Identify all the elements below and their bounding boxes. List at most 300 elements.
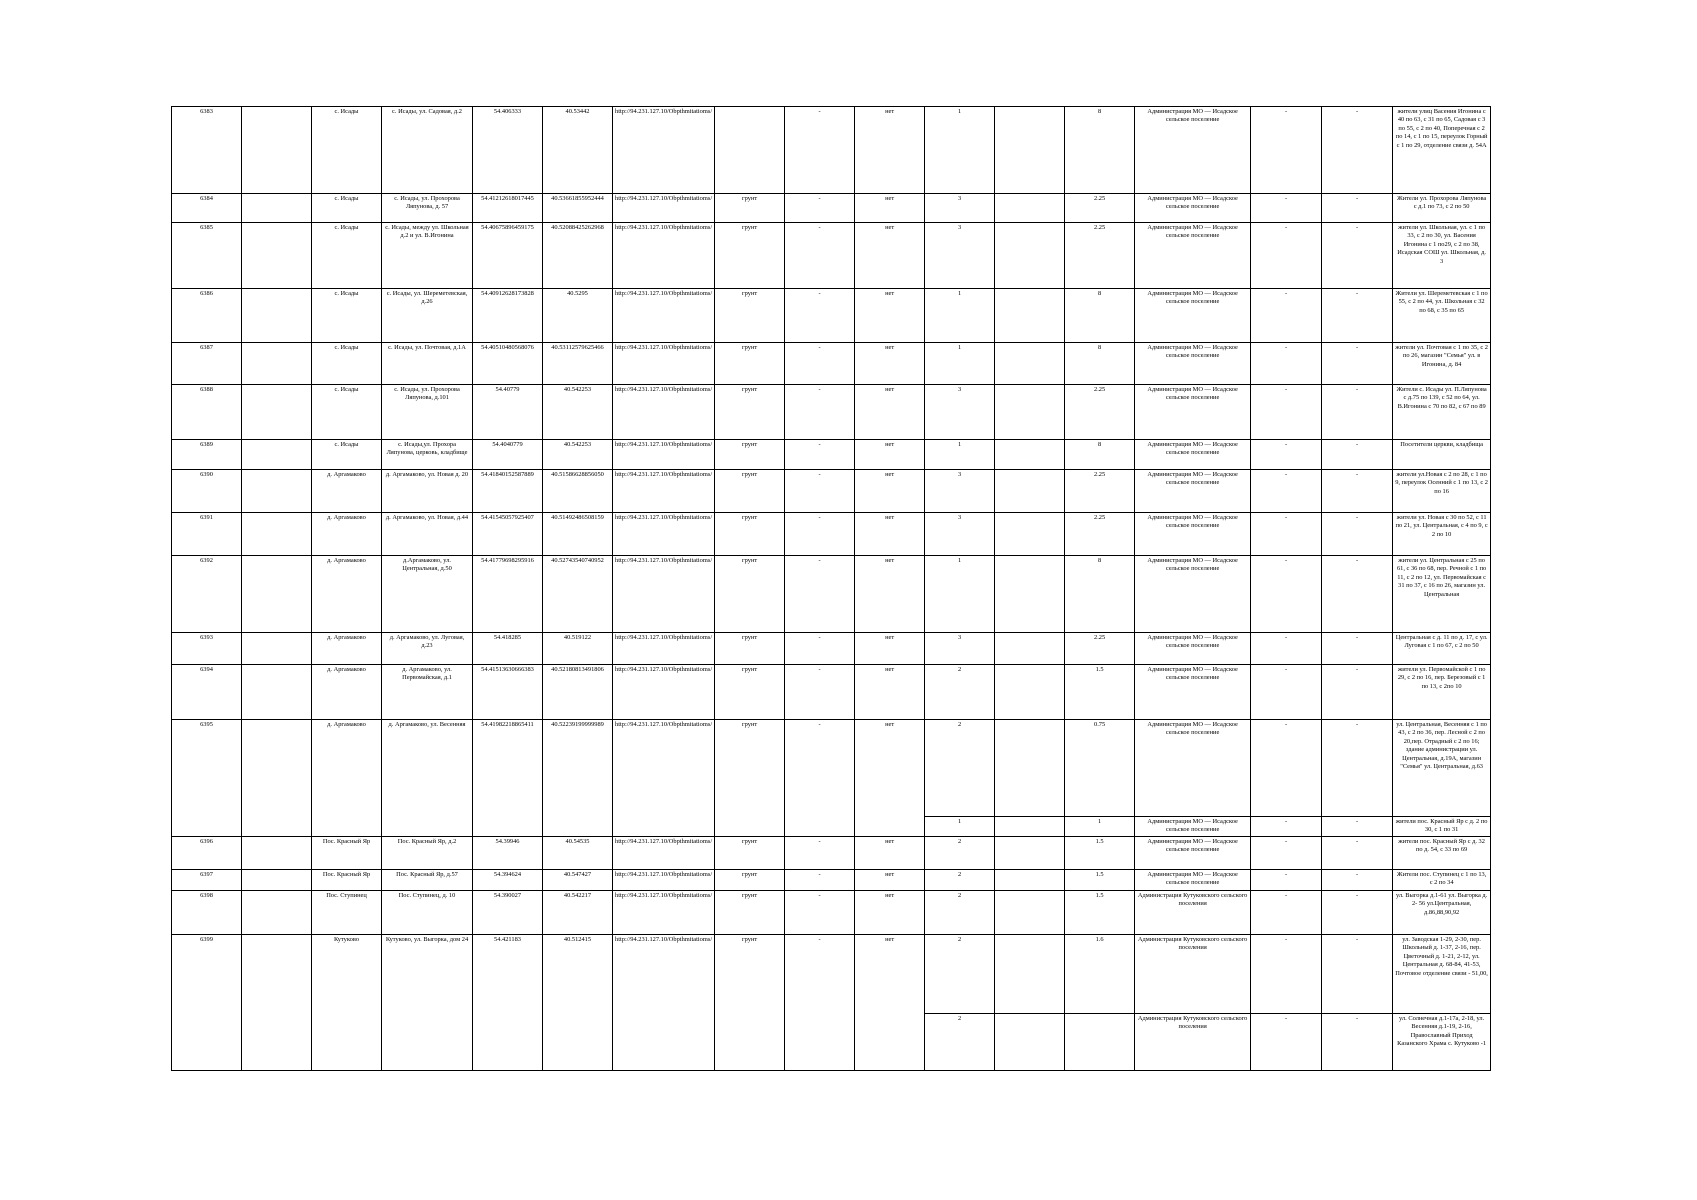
- cell-fence: нет: [855, 870, 925, 891]
- cell-owner: Администрация МО — Исадское сельское поселение: [1135, 665, 1251, 720]
- cell-owner: Администрация МО — Исадское сельское поселение: [1135, 837, 1251, 870]
- cell-fence: нет: [855, 343, 925, 385]
- cell-dash: -: [785, 385, 855, 440]
- cell-number: 6387: [172, 343, 242, 385]
- cell-volume: 8: [1065, 343, 1135, 385]
- cell-surface: грунт: [715, 513, 785, 556]
- cell-dash: -: [785, 935, 855, 1071]
- cell-latitude: 54.406333: [473, 107, 543, 194]
- cell-dash: -: [785, 720, 855, 837]
- cell-volume: 1.5: [1065, 665, 1135, 720]
- cell-settlement: д. Аргамаково: [312, 556, 382, 633]
- cell-latitude: 54.421183: [473, 935, 543, 1071]
- cell-settlement: Кутуково: [312, 935, 382, 1071]
- cell-dash: -: [1251, 223, 1322, 289]
- cell-count: 3: [925, 470, 995, 513]
- cell-dash: -: [1251, 1014, 1322, 1071]
- cell-number: 6386: [172, 289, 242, 343]
- cell-empty: [995, 891, 1065, 935]
- cell-latitude: 54.40912628173828: [473, 289, 543, 343]
- cell-count: 3: [925, 194, 995, 223]
- table-row: [172, 870, 1491, 891]
- table-row: [172, 935, 1491, 1014]
- cell-link: http://94.231.127.10/Obpthmitatioms/: [613, 470, 715, 513]
- table-row: [172, 289, 1491, 343]
- cell-address: Кутуково, ул. Выгорка, дом 24: [382, 935, 473, 1071]
- cell-longitude: 40.5295: [543, 289, 613, 343]
- cell-fence: нет: [855, 194, 925, 223]
- cell-served: жители ул. Первомайской с 1 по 29, с 2 по 16, пер. Березовый с 1 по 13, с 2по 10: [1393, 665, 1491, 720]
- cell-volume: 2.25: [1065, 470, 1135, 513]
- cell-surface: грунт: [715, 385, 785, 440]
- cell-longitude: 40.519122: [543, 633, 613, 665]
- cell-link: http://94.231.127.10/Obpthmitatioms/: [613, 891, 715, 935]
- table-row: [172, 513, 1491, 556]
- cell-dash: -: [785, 107, 855, 194]
- cell-served: ул. Центральная, Весенняя с 1 по 43, с 2 по 36, пер. Лесной с 2 по 20,пер. Отрадный с 2 по 16; здание администрации ул. Центральная, д.19А, магазин "Семья" ул. Центральная, д.63: [1393, 720, 1491, 817]
- cell-served: Посетители церкви, кладбища: [1393, 440, 1491, 470]
- cell-empty: [995, 440, 1065, 470]
- cell-dash: -: [1251, 556, 1322, 633]
- cell-empty: [995, 817, 1065, 837]
- cell-served: жители ул.Новая с 2 по 28, с 1 по 9, переулок Осенний с 1 по 13, с 2 по 16: [1393, 470, 1491, 513]
- cell-surface: грунт: [715, 289, 785, 343]
- cell-count: 1: [925, 817, 995, 837]
- cell-number: 6394: [172, 665, 242, 720]
- cell-count: 1: [925, 343, 995, 385]
- cell-dash: -: [1251, 817, 1322, 837]
- cell-owner: Администрация МО — Исадское сельское поселение: [1135, 440, 1251, 470]
- cell-volume: 2.25: [1065, 223, 1135, 289]
- cell-longitude: 40.512415: [543, 935, 613, 1071]
- cell-dash: -: [1322, 470, 1393, 513]
- cell-dash: -: [1322, 870, 1393, 891]
- cell-number: 6388: [172, 385, 242, 440]
- cell-link: http://94.231.127.10/Obpthmitatioms/: [613, 223, 715, 289]
- cell-empty: [995, 870, 1065, 891]
- cell-link: http://94.231.127.10/Obpthmitatioms/: [613, 720, 715, 837]
- cell-longitude: 40.54535: [543, 837, 613, 870]
- cell-empty: [995, 720, 1065, 817]
- cell-longitude: 40.53112579625466: [543, 343, 613, 385]
- cell-empty: [242, 665, 312, 720]
- cell-fence: нет: [855, 633, 925, 665]
- cell-dash: -: [785, 870, 855, 891]
- cell-empty: [242, 513, 312, 556]
- cell-dash: -: [1322, 343, 1393, 385]
- cell-count: 2: [925, 720, 995, 817]
- cell-number: 6389: [172, 440, 242, 470]
- cell-link: http://94.231.127.10/Obpthmitatioms/: [613, 194, 715, 223]
- cell-address: с. Исады, ул. Шереметевская, д.26: [382, 289, 473, 343]
- cell-fence: нет: [855, 385, 925, 440]
- cell-empty: [995, 385, 1065, 440]
- cell-owner: Администрация МО — Исадское сельское поселение: [1135, 289, 1251, 343]
- cell-link: http://94.231.127.10/Obpthmitatioms/: [613, 837, 715, 870]
- cell-dash: -: [1251, 720, 1322, 817]
- cell-dash: -: [785, 223, 855, 289]
- cell-fence: нет: [855, 837, 925, 870]
- cell-surface: грунт: [715, 440, 785, 470]
- cell-count: 1: [925, 107, 995, 194]
- cell-link: http://94.231.127.10/Obpthmitatioms/: [613, 556, 715, 633]
- cell-empty: [242, 385, 312, 440]
- cell-address: с. Исады, ул. Прохорова Ляпунова, д.101: [382, 385, 473, 440]
- cell-fence: нет: [855, 223, 925, 289]
- cell-address: д. Аргамаково, ул. Луговая, д.23: [382, 633, 473, 665]
- cell-empty: [242, 935, 312, 1071]
- cell-address: д. Аргамаково, ул. Новая д. 20: [382, 470, 473, 513]
- table-row: [172, 633, 1491, 665]
- cell-longitude: 40.53661855952444: [543, 194, 613, 223]
- cell-empty: [995, 343, 1065, 385]
- cell-dash: -: [1251, 440, 1322, 470]
- cell-owner: Администрация МО — Исадское сельское поселение: [1135, 633, 1251, 665]
- cell-settlement: д. Аргамаково: [312, 633, 382, 665]
- cell-served: жители пос. Красный Яр с д. 2 по 30, с 1 по 31: [1393, 817, 1491, 837]
- cell-address: д. Аргамаково, ул. Новая, д.44: [382, 513, 473, 556]
- cell-served: ул. Солнечная д.1-17а, 2-18, ул. Весенняя д.1-19, 2-16, Православный Приход Казанского Храма с. Кутуково -1: [1393, 1014, 1491, 1071]
- cell-empty: [242, 223, 312, 289]
- cell-owner: Администрация МО — Исадское сельское поселение: [1135, 194, 1251, 223]
- cell-number: 6393: [172, 633, 242, 665]
- table-row: [172, 385, 1491, 440]
- cell-link: http://94.231.127.10/Obpthmitatioms/: [613, 870, 715, 891]
- cell-settlement: с. Исады: [312, 440, 382, 470]
- cell-link: http://94.231.127.10/Obpthmitatioms/: [613, 633, 715, 665]
- cell-empty: [995, 470, 1065, 513]
- cell-fence: нет: [855, 556, 925, 633]
- cell-empty: [242, 556, 312, 633]
- cell-count: 3: [925, 633, 995, 665]
- cell-count: 1: [925, 440, 995, 470]
- cell-latitude: 54.39946: [473, 837, 543, 870]
- cell-dash: -: [1322, 556, 1393, 633]
- cell-served: жители ул. Новая с 30 по 52, с 11 по 21, ул. Центральная, с 4 по 9, с 2 по 10: [1393, 513, 1491, 556]
- cell-fence: нет: [855, 891, 925, 935]
- cell-longitude: 40.52743540740952: [543, 556, 613, 633]
- cell-settlement: д. Аргамаково: [312, 470, 382, 513]
- cell-dash: -: [785, 289, 855, 343]
- cell-surface: грунт: [715, 935, 785, 1071]
- cell-latitude: 54.394624: [473, 870, 543, 891]
- cell-settlement: с. Исады: [312, 385, 382, 440]
- cell-link: http://94.231.127.10/Obpthmitatioms/: [613, 107, 715, 194]
- cell-dash: -: [785, 837, 855, 870]
- cell-dash: -: [785, 665, 855, 720]
- cell-settlement: с. Исады: [312, 289, 382, 343]
- cell-volume: 1.5: [1065, 870, 1135, 891]
- cell-link: http://94.231.127.10/Obpthmitatioms/: [613, 343, 715, 385]
- cell-empty: [995, 935, 1065, 1014]
- cell-link: http://94.231.127.10/Obpthmitatioms/: [613, 513, 715, 556]
- cell-owner: Администрация МО — Исадское сельское поселение: [1135, 385, 1251, 440]
- cell-owner: Администрация МО — Исадское сельское поселение: [1135, 223, 1251, 289]
- cell-longitude: 40.542253: [543, 440, 613, 470]
- cell-count: 2: [925, 935, 995, 1014]
- cell-volume: 8: [1065, 289, 1135, 343]
- cell-dash: -: [1322, 513, 1393, 556]
- cell-count: 2: [925, 1014, 995, 1071]
- cell-longitude: 40.542217: [543, 891, 613, 935]
- cell-number: 6399: [172, 935, 242, 1071]
- cell-served: жители ул. Школьная, ул. с 1 по 33, с 2 по 30, ул. Васения Игонина с 1 по29, с 2 по 38, Исадская СОШ ул. Школьная, д. 3: [1393, 223, 1491, 289]
- cell-surface: грунт: [715, 870, 785, 891]
- table-row: [172, 194, 1491, 223]
- cell-owner: Администрация Кутуковского сельского поселения: [1135, 935, 1251, 1014]
- cell-address: д.Аргамаково, ул. Центральная, д.50: [382, 556, 473, 633]
- cell-owner: Администрация МО — Исадское сельское поселение: [1135, 720, 1251, 817]
- cell-volume: 2.25: [1065, 513, 1135, 556]
- cell-latitude: 54.40510480568076: [473, 343, 543, 385]
- cell-dash: -: [1322, 935, 1393, 1014]
- cell-served: Жители пос. Ступинец с 1 по 13, с 2 по 34: [1393, 870, 1491, 891]
- cell-dash: -: [1322, 817, 1393, 837]
- cell-surface: грунт: [715, 720, 785, 837]
- cell-dash: -: [1322, 837, 1393, 870]
- cell-dash: -: [1251, 194, 1322, 223]
- cell-volume: 1.5: [1065, 837, 1135, 870]
- cell-longitude: 40.53442: [543, 107, 613, 194]
- cell-empty: [242, 289, 312, 343]
- cell-longitude: 40.51492486508159: [543, 513, 613, 556]
- cell-volume: 1.5: [1065, 891, 1135, 935]
- cell-latitude: 54.390027: [473, 891, 543, 935]
- cell-number: 6396: [172, 837, 242, 870]
- cell-served: Жители ул. Прохорова Ляпунова с д.1 по 73, с 2 по 50: [1393, 194, 1491, 223]
- cell-empty: [242, 870, 312, 891]
- cell-dash: -: [1251, 343, 1322, 385]
- cell-empty: [995, 194, 1065, 223]
- cell-surface: грунт: [715, 633, 785, 665]
- cell-dash: -: [1322, 194, 1393, 223]
- cell-settlement: д. Аргамаково: [312, 720, 382, 837]
- cell-owner: Администрация МО — Исадское сельское поселение: [1135, 817, 1251, 837]
- cell-owner: Администрация МО — Исадское сельское поселение: [1135, 870, 1251, 891]
- cell-latitude: 54.41840152587889: [473, 470, 543, 513]
- cell-address: д. Аргамаково, ул. Весенняя: [382, 720, 473, 837]
- cell-volume: 8: [1065, 556, 1135, 633]
- cell-empty: [242, 194, 312, 223]
- cell-count: 3: [925, 513, 995, 556]
- cell-empty: [995, 513, 1065, 556]
- cell-latitude: 54.4040779: [473, 440, 543, 470]
- cell-count: 1: [925, 556, 995, 633]
- cell-empty: [242, 343, 312, 385]
- cell-volume: 0.75: [1065, 720, 1135, 817]
- registry-table: [171, 106, 1491, 1071]
- cell-empty: [995, 633, 1065, 665]
- cell-volume: 8: [1065, 440, 1135, 470]
- cell-count: 2: [925, 870, 995, 891]
- cell-latitude: 54.41545057925407: [473, 513, 543, 556]
- cell-empty: [242, 440, 312, 470]
- cell-address: Пос. Ступинец, д. 10: [382, 891, 473, 935]
- cell-number: 6397: [172, 870, 242, 891]
- cell-address: с. Исады,ул. Прохора Ляпунова, церковь, кладбище: [382, 440, 473, 470]
- cell-count: 2: [925, 665, 995, 720]
- cell-address: с. Исады, ул. Садовая, д.2: [382, 107, 473, 194]
- cell-longitude: 40.51586628856050: [543, 470, 613, 513]
- cell-served: Жители с. Исады ул. П.Ляпунова с д.75 по 139, с 52 по 64, ул. В.Игонина с 70 по 82, с 67 по 89: [1393, 385, 1491, 440]
- cell-surface: грунт: [715, 470, 785, 513]
- cell-dash: -: [785, 343, 855, 385]
- cell-link: http://94.231.127.10/Obpthmitatioms/: [613, 289, 715, 343]
- cell-longitude: 40.52180813491806: [543, 665, 613, 720]
- cell-surface: грунт: [715, 665, 785, 720]
- cell-dash: -: [785, 513, 855, 556]
- cell-latitude: 54.40675896459175: [473, 223, 543, 289]
- cell-dash: -: [1251, 870, 1322, 891]
- table-row: [172, 891, 1491, 935]
- cell-fence: нет: [855, 470, 925, 513]
- table-row: [172, 720, 1491, 817]
- cell-empty: [995, 1014, 1065, 1071]
- cell-address: Пос. Красный Яр, д.2: [382, 837, 473, 870]
- cell-link: http://94.231.127.10/Obpthmitatioms/: [613, 665, 715, 720]
- table-row: [172, 665, 1491, 720]
- cell-number: 6398: [172, 891, 242, 935]
- cell-surface: грунт: [715, 343, 785, 385]
- cell-longitude: 40.52239199999989: [543, 720, 613, 837]
- cell-owner: Администрация МО — Исадское сельское поселение: [1135, 343, 1251, 385]
- cell-dash: -: [1251, 107, 1322, 194]
- cell-link: http://94.231.127.10/Obpthmitatioms/: [613, 935, 715, 1071]
- cell-settlement: д. Аргамаково: [312, 665, 382, 720]
- cell-dash: -: [1322, 633, 1393, 665]
- cell-fence: нет: [855, 720, 925, 837]
- cell-dash: -: [1322, 385, 1393, 440]
- cell-settlement: Пос. Красный Яр: [312, 837, 382, 870]
- cell-dash: -: [1322, 891, 1393, 935]
- cell-empty: [242, 470, 312, 513]
- cell-empty: [242, 107, 312, 194]
- cell-empty: [995, 556, 1065, 633]
- cell-dash: -: [785, 891, 855, 935]
- cell-latitude: 54.41982218865411: [473, 720, 543, 837]
- cell-dash: -: [785, 194, 855, 223]
- cell-number: 6385: [172, 223, 242, 289]
- cell-surface: грунт: [715, 891, 785, 935]
- cell-dash: -: [1251, 633, 1322, 665]
- cell-settlement: д. Аргамаково: [312, 513, 382, 556]
- cell-empty: [242, 891, 312, 935]
- cell-settlement: с. Исады: [312, 107, 382, 194]
- cell-surface: грунт: [715, 223, 785, 289]
- cell-settlement: с. Исады: [312, 194, 382, 223]
- cell-owner: Администрация МО — Исадское сельское поселение: [1135, 513, 1251, 556]
- cell-served: жители улиц Васения Игонина с 40 по 63, с 31 по 65, Садовая с 3 по 55, с 2 по 40, Поперечная с 2 по 14, с 1 по 15, переулок Горный с 1 по 29, отделение связи д. 54А: [1393, 107, 1491, 194]
- cell-dash: -: [1322, 223, 1393, 289]
- cell-owner: Администрация Кутуковского сельского поселения: [1135, 891, 1251, 935]
- cell-link: http://94.231.127.10/Obpthmitatioms/: [613, 385, 715, 440]
- cell-address: с. Исады, между ул. Школьная д.2 и ул. В.Игонина: [382, 223, 473, 289]
- cell-volume: 2.25: [1065, 633, 1135, 665]
- cell-dash: -: [785, 470, 855, 513]
- cell-latitude: 54.40779: [473, 385, 543, 440]
- cell-surface: [715, 107, 785, 194]
- cell-empty: [995, 665, 1065, 720]
- cell-count: 2: [925, 837, 995, 870]
- cell-address: с. Исады, ул. Прохорова Ляпунова, д. 57: [382, 194, 473, 223]
- cell-dash: -: [785, 556, 855, 633]
- cell-longitude: 40.542253: [543, 385, 613, 440]
- table-row: [172, 223, 1491, 289]
- cell-settlement: с. Исады: [312, 343, 382, 385]
- cell-dash: -: [1251, 289, 1322, 343]
- cell-dash: -: [785, 440, 855, 470]
- cell-volume: 1: [1065, 817, 1135, 837]
- cell-dash: -: [1322, 289, 1393, 343]
- table-row: [172, 440, 1491, 470]
- cell-latitude: 54.41513630666383: [473, 665, 543, 720]
- cell-dash: -: [1322, 107, 1393, 194]
- table-row: [172, 107, 1491, 194]
- cell-number: 6383: [172, 107, 242, 194]
- cell-owner: Администрация МО — Исадское сельское поселение: [1135, 470, 1251, 513]
- cell-dash: -: [1251, 665, 1322, 720]
- cell-fence: нет: [855, 513, 925, 556]
- cell-number: 6384: [172, 194, 242, 223]
- cell-empty: [242, 720, 312, 837]
- cell-served: Центральная с д. 11 по д. 17, с ул. Луговая с 1 по 67, с 2 по 50: [1393, 633, 1491, 665]
- cell-served: ул. Выгорка д.1-61 ул. Выгорка д. 2- 56 ул.Центральная, д.86,88,90,92: [1393, 891, 1491, 935]
- cell-dash: -: [1251, 385, 1322, 440]
- cell-owner: Администрация МО — Исадское сельское поселение: [1135, 556, 1251, 633]
- cell-served: жители ул. Центральная с 25 по 61, с 36 по 68, пер. Речной с 1 по 11, с 2 по 12, ул. Первомайская с 31 по 37, с 16 по 26, магазин ул. Центральная: [1393, 556, 1491, 633]
- cell-dash: -: [1251, 513, 1322, 556]
- cell-surface: грунт: [715, 556, 785, 633]
- cell-address: д. Аргамаково, ул. Первомайская, д.1: [382, 665, 473, 720]
- cell-owner: Администрация МО — Исадское сельское поселение: [1135, 107, 1251, 194]
- cell-volume: [1065, 1014, 1135, 1071]
- cell-count: 3: [925, 223, 995, 289]
- table-row: [172, 470, 1491, 513]
- cell-dash: -: [1322, 720, 1393, 817]
- cell-latitude: 54.418285: [473, 633, 543, 665]
- cell-fence: нет: [855, 107, 925, 194]
- table-row: [172, 837, 1491, 870]
- cell-address: Пос. Красный Яр, д.57: [382, 870, 473, 891]
- cell-number: 6395: [172, 720, 242, 837]
- cell-served: жители пос. Красный Яр с д. 32 по д. 54, с 33 по 69: [1393, 837, 1491, 870]
- cell-volume: 1.6: [1065, 935, 1135, 1014]
- cell-served: Жители ул. Шереметевская с 1 по 55, с 2 по 44, ул. Школьная с 32 по 68, с 35 по 65: [1393, 289, 1491, 343]
- cell-settlement: с. Исады: [312, 223, 382, 289]
- cell-address: с. Исады, ул. Почтовая, д.1А: [382, 343, 473, 385]
- cell-latitude: 54.41779698295916: [473, 556, 543, 633]
- cell-owner: Администрация Кутуковского сельского поселения: [1135, 1014, 1251, 1071]
- cell-served: ул. Заводская 1-29, 2-30, пер. Школьный д. 1-37, 2-16, пер. Цветочный д. 1-21, 2-12, ул. Центральная д. 68-84, 41-53, Почтовое отделение связи - 51,00,: [1393, 935, 1491, 1014]
- cell-count: 2: [925, 891, 995, 935]
- cell-fence: нет: [855, 665, 925, 720]
- cell-empty: [995, 837, 1065, 870]
- cell-volume: 2.25: [1065, 385, 1135, 440]
- cell-count: 3: [925, 385, 995, 440]
- cell-fence: нет: [855, 289, 925, 343]
- cell-dash: -: [1322, 665, 1393, 720]
- cell-dash: -: [1322, 440, 1393, 470]
- cell-fence: нет: [855, 935, 925, 1071]
- cell-surface: грунт: [715, 837, 785, 870]
- cell-number: 6391: [172, 513, 242, 556]
- cell-dash: -: [785, 633, 855, 665]
- cell-longitude: 40.547427: [543, 870, 613, 891]
- cell-longitude: 40.52088425262968: [543, 223, 613, 289]
- cell-number: 6392: [172, 556, 242, 633]
- cell-dash: -: [1322, 1014, 1393, 1071]
- cell-empty: [995, 223, 1065, 289]
